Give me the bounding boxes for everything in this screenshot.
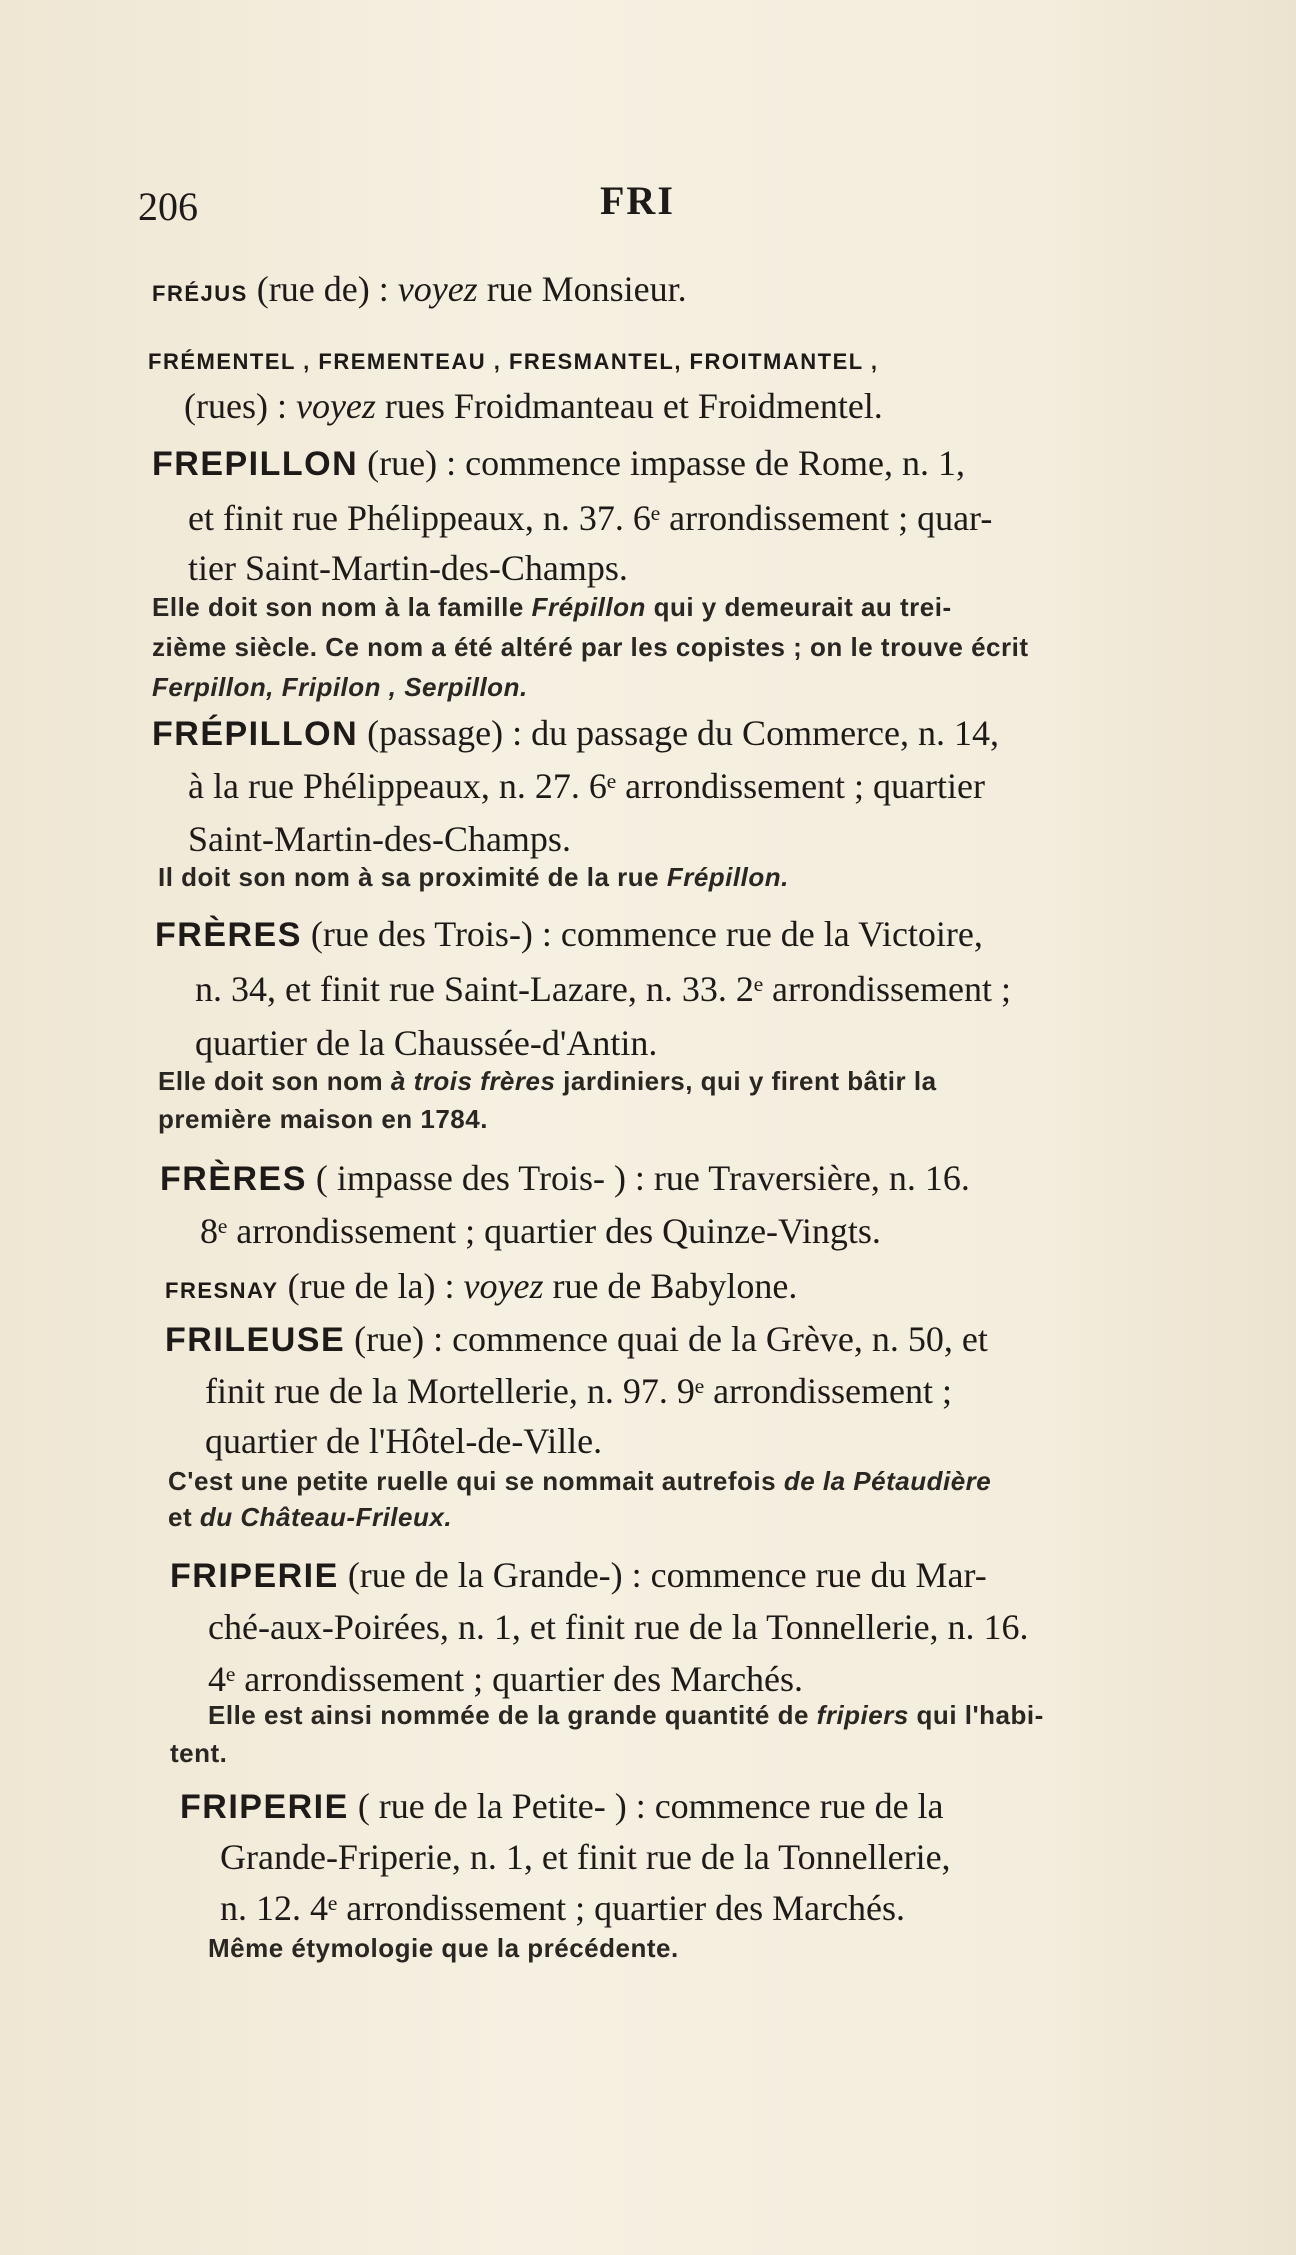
entry-note-line: [158, 1104, 488, 1135]
entry-line: [165, 1265, 797, 1307]
entry-note-line: [152, 672, 528, 703]
italic-text: voyez: [463, 1266, 544, 1306]
entry-note-line: [158, 1066, 937, 1097]
entry-line: [160, 1157, 970, 1199]
entry-line: [208, 1658, 803, 1700]
line-text: (rue de la Grande-) : commence rue du Mar-: [338, 1555, 987, 1595]
line-text: et: [168, 1502, 200, 1532]
page-header: [138, 178, 1178, 243]
entry-line: [165, 1318, 988, 1360]
running-head: FRI: [600, 178, 675, 223]
page-number: 206: [138, 184, 198, 229]
line-text: (rue de la) :: [278, 1266, 464, 1306]
line-text: (rue des Trois-) : commence rue de la Victoire,: [301, 914, 983, 954]
entry-line: [188, 765, 985, 807]
entry-line: [208, 1606, 1029, 1648]
line-text: tier Saint-Martin-des-Champs.: [188, 548, 628, 588]
line-text: 8ᵉ arrondissement ; quartier des Quinze-Vingts.: [200, 1211, 881, 1251]
line-text: (rue) : commence quai de la Grève, n. 50, et: [345, 1319, 988, 1359]
line-text: à la rue Phélippeaux, n. 27. 6ᵉ arrondissement ; quartier: [188, 766, 985, 806]
entry-line: [195, 1022, 657, 1064]
line-text: Elle doit son nom à la famille: [152, 592, 532, 622]
entry-note-line: [152, 632, 1029, 663]
entry-line: [152, 712, 999, 754]
line-text: 4ᵉ arrondissement ; quartier des Marchés.: [208, 1659, 804, 1699]
entry-headword: FRESNAY: [165, 1278, 279, 1303]
entry-line: [205, 1420, 602, 1462]
italic-text: à trois frères: [390, 1066, 556, 1096]
line-text: Saint-Martin-des-Champs.: [188, 819, 571, 859]
entry-headword: FRILEUSE: [165, 1321, 346, 1359]
entry-line: [155, 913, 983, 955]
line-tail: rue de Babylone.: [543, 1266, 798, 1306]
line-text: finit rue de la Mortellerie, n. 97. 9ᵉ arrondissement ;: [205, 1371, 953, 1411]
line-text: Elle est ainsi nommée de la grande quantité de: [208, 1700, 817, 1730]
entry-note-line: [208, 1700, 1044, 1731]
line-tail: rues Froidmanteau et Froidmentel.: [375, 386, 883, 426]
line-text: Elle doit son nom: [158, 1066, 391, 1096]
entry-headword: FRIPERIE: [180, 1788, 349, 1826]
line-text: Il doit son nom à sa proximité de la rue: [158, 862, 667, 892]
entry-headword: FRÈRES: [155, 916, 302, 954]
entry-headword: FREPILLON: [152, 445, 359, 483]
italic-text: fripiers: [816, 1700, 909, 1730]
italic-text: du Château-Frileux.: [199, 1502, 453, 1532]
entry-line: [188, 497, 992, 539]
entry-line: [152, 442, 965, 484]
italic-text: voyez: [295, 386, 376, 426]
entry-line: [188, 818, 571, 860]
line-tail: qui l'habi-: [908, 1700, 1044, 1730]
entry-note-line: [152, 592, 952, 623]
line-text: Grande-Friperie, n. 1, et finit rue de la Tonnellerie,: [220, 1837, 951, 1877]
entry-line: [148, 336, 879, 378]
entry-headword: FRÈRES: [160, 1160, 307, 1198]
line-text: zième siècle. Ce nom a été altéré par les copistes ; on le trouve écrit: [152, 632, 1029, 662]
line-tail: qui y demeurait au trei-: [645, 592, 952, 622]
line-text: ( impasse des Trois- ) : rue Traversière, n. 16.: [306, 1158, 970, 1198]
entry-line: [188, 547, 628, 589]
line-text: C'est une petite ruelle qui se nommait autrefois: [168, 1466, 784, 1496]
entry-headword: FRÉJUS: [152, 281, 248, 306]
line-text: et finit rue Phélippeaux, n. 37. 6ᵉ arrondissement ; quar-: [188, 498, 993, 538]
italic-text: voyez: [397, 269, 478, 309]
italic-text: Frépillon: [531, 592, 646, 622]
italic-text: Frépillon.: [666, 862, 789, 892]
line-text: quartier de la Chaussée-d'Antin.: [195, 1023, 658, 1063]
line-tail: rue Monsieur.: [477, 269, 687, 309]
line-text: n. 12. 4ᵉ arrondissement ; quartier des Marchés.: [220, 1888, 906, 1928]
line-text: tent.: [170, 1738, 228, 1768]
entry-line: [152, 268, 687, 310]
entry-line: [205, 1370, 952, 1412]
entry-line: [220, 1836, 951, 1878]
line-text: ché-aux-Poirées, n. 1, et finit rue de la Tonnellerie, n. 16.: [208, 1607, 1029, 1647]
entry-line: [220, 1887, 905, 1929]
entry-note-line: [168, 1502, 452, 1533]
italic-text: de la Pétaudière: [783, 1466, 992, 1496]
line-text: quartier de l'Hôtel-de-Ville.: [205, 1421, 603, 1461]
line-text: ( rue de la Petite- ) : commence rue de la: [348, 1786, 944, 1826]
italic-text: Ferpillon, Fripilon , Serpillon.: [152, 672, 528, 702]
line-text: (rue de) :: [247, 269, 398, 309]
line-text: (rue) : commence impasse de Rome, n. 1,: [358, 443, 965, 483]
line-tail: jardiniers, qui y firent bâtir la: [555, 1066, 937, 1096]
entry-line: [170, 1554, 987, 1596]
entry-line: [180, 1785, 944, 1827]
entry-line: [195, 968, 1011, 1010]
line-text: n. 34, et finit rue Saint-Lazare, n. 33. 2ᵉ arrondissement ;: [195, 969, 1011, 1009]
line-text: (passage) : du passage du Commerce, n. 14,: [358, 713, 999, 753]
line-text: Même étymologie que la précédente.: [208, 1933, 679, 1963]
entry-note-line: [208, 1933, 679, 1964]
entry-headword: FRÉMENTEL , FREMENTEAU , FRESMANTEL, FROITMANTEL ,: [148, 349, 879, 374]
entry-note-line: [168, 1466, 991, 1497]
entry-headword: FRIPERIE: [170, 1557, 339, 1595]
entry-note-line: [170, 1738, 227, 1769]
entry-line: [184, 385, 883, 427]
line-text: (rues) :: [184, 386, 296, 426]
entry-headword: FRÉPILLON: [152, 715, 359, 753]
entry-note-line: [158, 862, 789, 893]
line-text: première maison en 1784.: [158, 1104, 488, 1134]
entry-line: [200, 1210, 881, 1252]
